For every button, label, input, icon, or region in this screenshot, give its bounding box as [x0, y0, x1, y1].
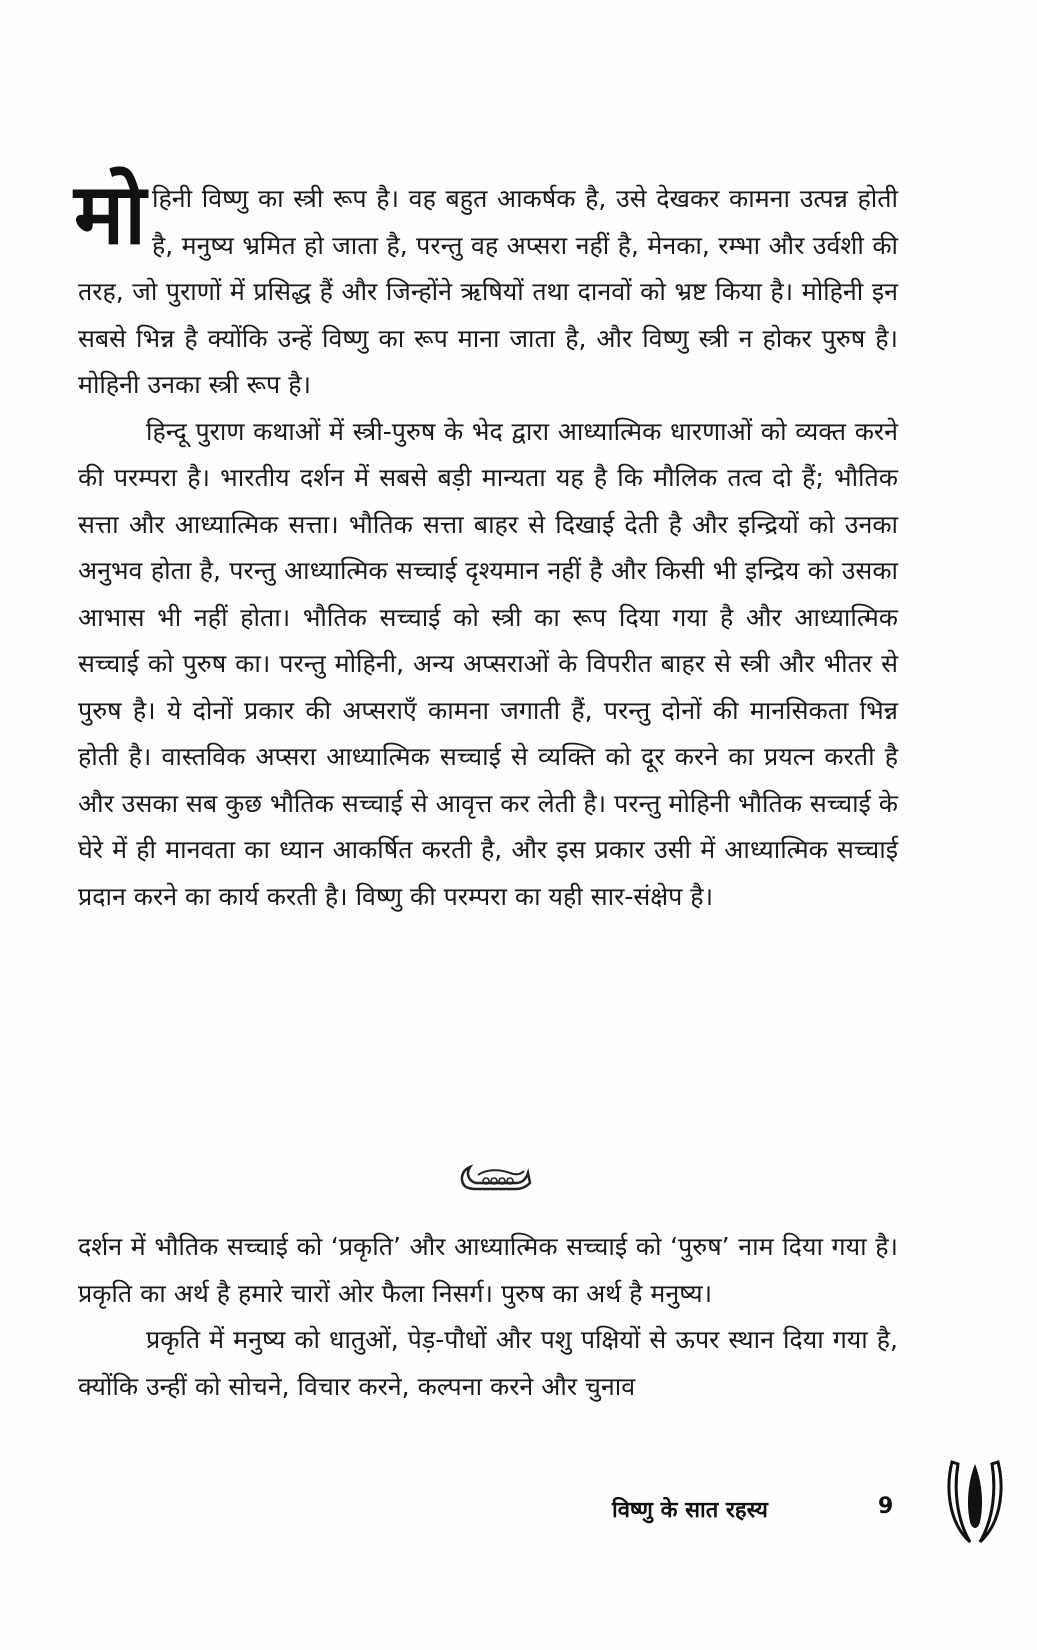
book-title: विष्णु के सात रहस्य: [612, 1498, 768, 1523]
paragraph-4: प्रकृति में मनुष्य को धातुओं, पेड़-पौधों और पशु पक्षियों से ऊपर स्थान दिया गया है, क्योंकि उन्हीं को सोचने, विचार करने, कल्पना करने और चुनाव: [78, 1325, 898, 1401]
page-number: 9: [878, 1494, 894, 1519]
chapter-opening: [74, 165, 898, 920]
paragraph-1: [74, 165, 898, 409]
tilak-icon: [944, 1456, 1006, 1548]
paragraph-1-text: हिनी विष्णु का स्त्री रूप है। वह बहुत आकर्षक है, उसे देखकर कामना उत्पन्न होती है, मनुष्य भ्रमित हो जाता है, परन्तु वह अप्सरा नहीं है, मेनका, रम्भा और उर्वशी की तरह, जो पुराणों में प्रसिद्ध हैं और जिन्होंने ऋषियों तथा दानवों को भ्रष्ट किया है। मोहिनी इन सबसे भिन्न है क्योंकि उन्हें विष्णु का रूप माना जाता है, और विष्णु स्त्री न होकर पुरुष है। मोहिनी उनका स्त्री रूप है।: [78, 184, 898, 399]
paragraph-2: हिन्दू पुराण कथाओं में स्त्री-पुरुष के भेद द्वारा आध्यात्मिक धारणाओं को व्यक्त करने की परम्परा है। भारतीय दर्शन में सबसे बड़ी मान्यता यह है कि मौलिक तत्व दो हैं; भौतिक सत्ता और आध्यात्मिक सत्ता। भौतिक सत्ता बाहर से दिखाई देती है और इन्द्रियों को उनका अनुभव होता है, परन्तु आध्यात्मिक सच्चाई दृश्यमान नहीं है और किसी भी इन्द्रिय को उसका आभास भी नहीं होता। भौतिक सच्चाई को स्त्री का रूप दिया गया है और आध्यात्मिक सच्चाई को पुरुष का। परन्तु मोहिनी, अन्य अप्सराओं के विपरीत बाहर से स्त्री और भीतर से पुरुष है। ये दोनों प्रकार की अप्सराएँ कामना जगाती हैं, परन्तु दोनों की मानसिकता भिन्न होती है। वास्तविक अप्सरा आध्यात्मिक सच्चाई से व्यक्ति को दूर करने का प्रयत्न करती है और उसका सब कुछ भौतिक सच्चाई से आवृत्त कर लेती है। परन्तु मोहिनी भौतिक सच्चाई के घेरे में ही मानवता का ध्यान आकर्षित करती है, और इस प्रकार उसी में आध्यात्मिक सच्चाई प्रदान करने का कार्य करती है। विष्णु की परम्परा का यही सार-संक्षेप है।: [78, 416, 898, 911]
paragraph-3: दर्शन में भौतिक सच्चाई को ‘प्रकृति’ और आध्यात्मिक सच्चाई को ‘पुरुष’ नाम दिया गया है। प्रकृति का अर्थ है हमारे चारों ओर फैला निसर्ग। पुरुष का अर्थ है मनुष्य।: [78, 1232, 898, 1308]
dropcap: मो: [74, 165, 146, 263]
conch-ornament-icon: [456, 1157, 536, 1197]
section-2-body: [78, 1224, 898, 1410]
